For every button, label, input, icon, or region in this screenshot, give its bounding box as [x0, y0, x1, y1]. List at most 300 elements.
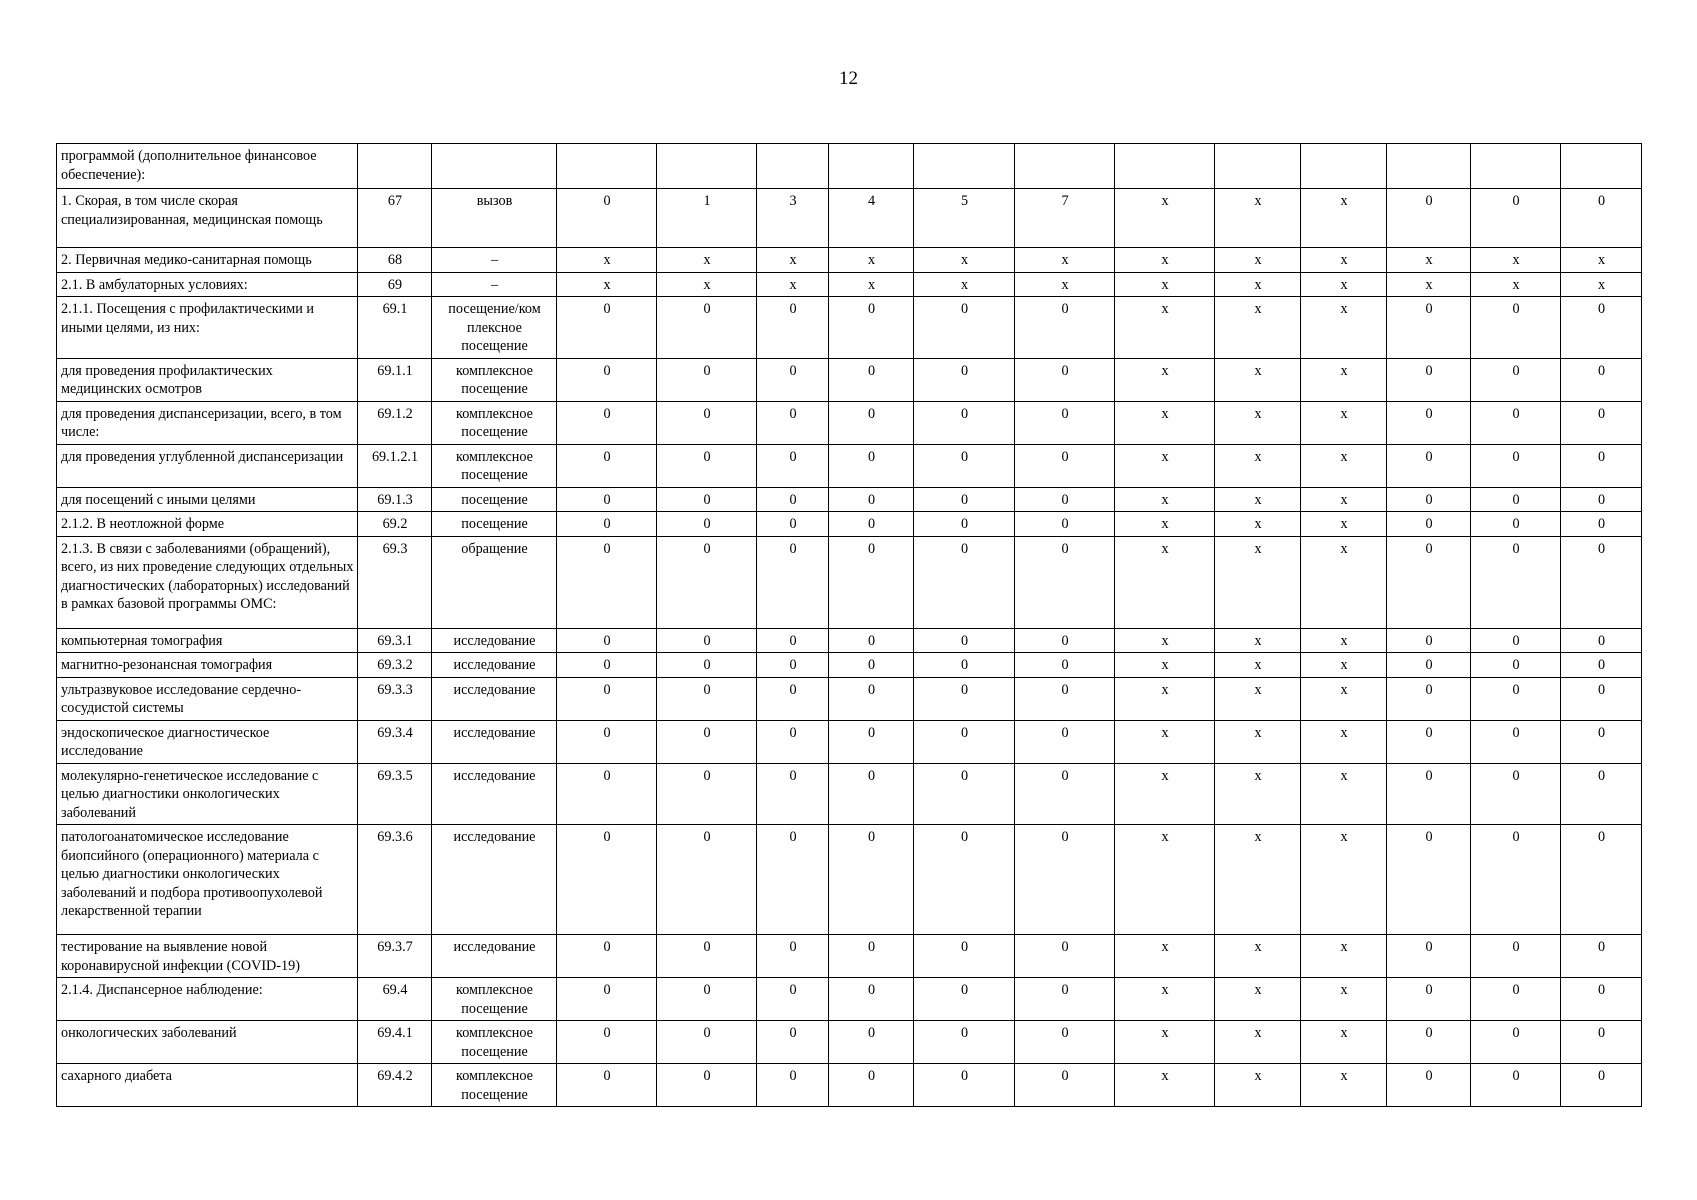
- row-value-cell: 0: [757, 401, 829, 444]
- row-value-cell: 0: [914, 653, 1015, 678]
- row-value-cell: x: [1301, 763, 1387, 825]
- row-code-cell: 69.3: [358, 536, 432, 628]
- row-value-cell: 0: [557, 628, 657, 653]
- row-value-cell: 0: [1015, 401, 1115, 444]
- row-value-cell: 0: [557, 189, 657, 248]
- row-value-cell: x: [1115, 358, 1215, 401]
- table-row: [57, 978, 1642, 1021]
- row-value-cell: x: [1301, 653, 1387, 678]
- row-value-cell: 0: [914, 358, 1015, 401]
- row-code-cell: 69.1.2.1: [358, 444, 432, 487]
- row-name-cell: для проведения профилактических медицинских осмотров: [57, 358, 358, 401]
- row-unit-cell: [432, 144, 557, 189]
- row-value-cell: 0: [1561, 189, 1642, 248]
- row-value-cell: 0: [1561, 1064, 1642, 1107]
- row-value-cell: 0: [829, 536, 914, 628]
- table-row: [57, 720, 1642, 763]
- row-value-cell: 0: [829, 487, 914, 512]
- row-value-cell: 0: [1387, 653, 1471, 678]
- row-name-cell: ультразвуковое исследование сердечно-сосудистой системы: [57, 677, 358, 720]
- row-value-cell: 0: [557, 720, 657, 763]
- row-name-cell: компьютерная томография: [57, 628, 358, 653]
- row-value-cell: 0: [1561, 1021, 1642, 1064]
- row-value-cell: 0: [657, 978, 757, 1021]
- row-value-cell: x: [1015, 248, 1115, 273]
- row-value-cell: x: [1301, 272, 1387, 297]
- row-value-cell: 0: [557, 763, 657, 825]
- row-value-cell: 0: [914, 1064, 1015, 1107]
- row-value-cell: 0: [1015, 720, 1115, 763]
- row-value-cell: x: [1115, 628, 1215, 653]
- row-unit-cell: –: [432, 272, 557, 297]
- row-value-cell: x: [1115, 189, 1215, 248]
- table-row: [57, 628, 1642, 653]
- row-value-cell: [829, 144, 914, 189]
- row-value-cell: 0: [1387, 401, 1471, 444]
- row-value-cell: 0: [914, 720, 1015, 763]
- row-value-cell: 0: [1387, 1064, 1471, 1107]
- row-value-cell: 0: [1387, 677, 1471, 720]
- row-value-cell: x: [1215, 677, 1301, 720]
- row-value-cell: 0: [1387, 1021, 1471, 1064]
- row-value-cell: x: [1115, 401, 1215, 444]
- row-value-cell: 0: [1561, 978, 1642, 1021]
- row-value-cell: 0: [1015, 358, 1115, 401]
- row-code-cell: 69.1: [358, 297, 432, 359]
- row-name-cell: 2.1.4. Диспансерное наблюдение:: [57, 978, 358, 1021]
- row-value-cell: 0: [914, 487, 1015, 512]
- row-value-cell: 0: [757, 677, 829, 720]
- row-value-cell: 0: [1471, 763, 1561, 825]
- row-value-cell: x: [657, 248, 757, 273]
- row-value-cell: 0: [557, 444, 657, 487]
- row-value-cell: [1471, 144, 1561, 189]
- row-value-cell: x: [1301, 487, 1387, 512]
- row-value-cell: 0: [829, 720, 914, 763]
- row-value-cell: 0: [914, 935, 1015, 978]
- row-value-cell: x: [1215, 720, 1301, 763]
- row-value-cell: x: [1215, 512, 1301, 537]
- row-value-cell: x: [1301, 1021, 1387, 1064]
- row-unit-cell: обращение: [432, 536, 557, 628]
- row-value-cell: 0: [557, 487, 657, 512]
- row-value-cell: 0: [1471, 628, 1561, 653]
- table-row: [57, 144, 1642, 189]
- row-value-cell: x: [1115, 978, 1215, 1021]
- row-value-cell: 0: [1015, 1064, 1115, 1107]
- row-value-cell: 0: [1015, 536, 1115, 628]
- row-value-cell: x: [1115, 487, 1215, 512]
- row-value-cell: x: [557, 248, 657, 273]
- row-value-cell: 0: [1471, 512, 1561, 537]
- row-value-cell: 0: [1387, 512, 1471, 537]
- row-value-cell: 0: [657, 1064, 757, 1107]
- row-value-cell: x: [1115, 935, 1215, 978]
- row-value-cell: x: [1215, 935, 1301, 978]
- row-value-cell: 0: [1561, 935, 1642, 978]
- row-value-cell: x: [1115, 536, 1215, 628]
- table-row: [57, 825, 1642, 935]
- row-value-cell: 0: [1561, 536, 1642, 628]
- row-value-cell: x: [1301, 248, 1387, 273]
- row-value-cell: x: [1301, 628, 1387, 653]
- row-value-cell: 0: [829, 1021, 914, 1064]
- row-value-cell: 0: [757, 487, 829, 512]
- row-value-cell: x: [1215, 1064, 1301, 1107]
- row-value-cell: [1387, 144, 1471, 189]
- row-value-cell: 5: [914, 189, 1015, 248]
- row-code-cell: 69.4: [358, 978, 432, 1021]
- row-value-cell: 0: [914, 763, 1015, 825]
- row-value-cell: x: [1301, 358, 1387, 401]
- row-value-cell: [914, 144, 1015, 189]
- table-row: [57, 536, 1642, 628]
- row-value-cell: x: [829, 272, 914, 297]
- row-value-cell: [1115, 144, 1215, 189]
- row-code-cell: 69.3.3: [358, 677, 432, 720]
- table-row: [57, 677, 1642, 720]
- row-value-cell: 0: [1471, 978, 1561, 1021]
- row-value-cell: 0: [1387, 358, 1471, 401]
- row-value-cell: 0: [914, 536, 1015, 628]
- row-value-cell: 0: [1471, 1064, 1561, 1107]
- row-value-cell: x: [1215, 487, 1301, 512]
- table-body: [57, 144, 1642, 1107]
- row-name-cell: 2.1.3. В связи с заболеваниями (обращений), всего, из них проведение следующих отдельных диагностических (лабораторных) исследований в рамках базовой программы ОМС:: [57, 536, 358, 628]
- row-value-cell: x: [1215, 189, 1301, 248]
- row-value-cell: 0: [1561, 677, 1642, 720]
- row-value-cell: 0: [829, 628, 914, 653]
- row-value-cell: x: [1215, 272, 1301, 297]
- row-code-cell: 69.4.1: [358, 1021, 432, 1064]
- row-value-cell: 0: [1471, 677, 1561, 720]
- row-value-cell: 0: [1387, 189, 1471, 248]
- row-value-cell: x: [1301, 720, 1387, 763]
- row-value-cell: x: [1301, 825, 1387, 935]
- row-value-cell: 0: [914, 401, 1015, 444]
- row-unit-cell: комплексное посещение: [432, 444, 557, 487]
- row-unit-cell: посещение/ком плексное посещение: [432, 297, 557, 359]
- row-name-cell: 2.1. В амбулаторных условиях:: [57, 272, 358, 297]
- row-value-cell: x: [1115, 297, 1215, 359]
- table-row: [57, 935, 1642, 978]
- row-value-cell: 0: [557, 825, 657, 935]
- row-unit-cell: комплексное посещение: [432, 401, 557, 444]
- row-value-cell: 1: [657, 189, 757, 248]
- row-value-cell: 0: [1387, 825, 1471, 935]
- row-value-cell: 0: [1561, 628, 1642, 653]
- row-value-cell: x: [1301, 401, 1387, 444]
- row-value-cell: [1015, 144, 1115, 189]
- row-value-cell: 0: [1015, 978, 1115, 1021]
- row-value-cell: 0: [657, 763, 757, 825]
- row-value-cell: 0: [1561, 825, 1642, 935]
- row-value-cell: x: [1301, 935, 1387, 978]
- row-value-cell: 0: [557, 536, 657, 628]
- row-value-cell: 0: [557, 358, 657, 401]
- row-name-cell: для проведения диспансеризации, всего, в том числе:: [57, 401, 358, 444]
- row-value-cell: 0: [557, 677, 657, 720]
- row-code-cell: 69.3.5: [358, 763, 432, 825]
- row-value-cell: 0: [1561, 358, 1642, 401]
- row-value-cell: 0: [1015, 512, 1115, 537]
- row-unit-cell: комплексное посещение: [432, 978, 557, 1021]
- row-value-cell: x: [829, 248, 914, 273]
- row-value-cell: 0: [757, 444, 829, 487]
- row-value-cell: 0: [914, 978, 1015, 1021]
- table-row: [57, 401, 1642, 444]
- row-name-cell: молекулярно-генетическое исследование с целью диагностики онкологических заболеваний: [57, 763, 358, 825]
- table-row: [57, 358, 1642, 401]
- row-value-cell: 0: [1387, 978, 1471, 1021]
- row-value-cell: x: [1561, 272, 1642, 297]
- row-value-cell: 0: [1015, 444, 1115, 487]
- row-value-cell: 0: [914, 512, 1015, 537]
- row-value-cell: 0: [829, 935, 914, 978]
- row-value-cell: x: [1215, 825, 1301, 935]
- row-value-cell: [657, 144, 757, 189]
- row-value-cell: 0: [1387, 536, 1471, 628]
- row-value-cell: [557, 144, 657, 189]
- row-value-cell: 0: [829, 358, 914, 401]
- row-name-cell: 2. Первичная медико-санитарная помощь: [57, 248, 358, 273]
- row-value-cell: x: [1115, 248, 1215, 273]
- row-value-cell: 0: [757, 763, 829, 825]
- row-unit-cell: комплексное посещение: [432, 1064, 557, 1107]
- row-value-cell: 0: [657, 512, 757, 537]
- row-code-cell: 69.2: [358, 512, 432, 537]
- row-value-cell: 0: [557, 512, 657, 537]
- row-value-cell: 0: [657, 358, 757, 401]
- row-unit-cell: исследование: [432, 763, 557, 825]
- row-value-cell: 0: [914, 1021, 1015, 1064]
- row-value-cell: 4: [829, 189, 914, 248]
- row-value-cell: 0: [757, 935, 829, 978]
- row-code-cell: 69.3.4: [358, 720, 432, 763]
- row-value-cell: 0: [757, 628, 829, 653]
- row-value-cell: 0: [1561, 763, 1642, 825]
- row-value-cell: x: [1301, 189, 1387, 248]
- row-unit-cell: исследование: [432, 720, 557, 763]
- row-unit-cell: исследование: [432, 677, 557, 720]
- row-value-cell: 0: [557, 401, 657, 444]
- row-name-cell: для проведения углубленной диспансеризации: [57, 444, 358, 487]
- row-value-cell: 0: [829, 444, 914, 487]
- row-value-cell: 0: [1471, 358, 1561, 401]
- row-value-cell: 0: [1387, 628, 1471, 653]
- row-code-cell: 67: [358, 189, 432, 248]
- row-name-cell: сахарного диабета: [57, 1064, 358, 1107]
- row-value-cell: 0: [1015, 653, 1115, 678]
- row-value-cell: x: [1215, 248, 1301, 273]
- row-unit-cell: –: [432, 248, 557, 273]
- row-value-cell: x: [1115, 763, 1215, 825]
- row-value-cell: 0: [1015, 825, 1115, 935]
- row-value-cell: 0: [757, 358, 829, 401]
- row-value-cell: x: [1215, 358, 1301, 401]
- row-value-cell: 0: [829, 297, 914, 359]
- row-value-cell: 0: [657, 825, 757, 935]
- row-value-cell: 0: [557, 978, 657, 1021]
- row-value-cell: 0: [1387, 444, 1471, 487]
- row-value-cell: 0: [1015, 628, 1115, 653]
- row-value-cell: 0: [1015, 677, 1115, 720]
- row-value-cell: 0: [757, 720, 829, 763]
- row-value-cell: x: [1301, 677, 1387, 720]
- row-value-cell: 0: [829, 512, 914, 537]
- row-value-cell: x: [1215, 763, 1301, 825]
- row-value-cell: 0: [757, 653, 829, 678]
- row-value-cell: x: [1115, 677, 1215, 720]
- table-row: [57, 763, 1642, 825]
- row-unit-cell: исследование: [432, 628, 557, 653]
- indicators-table: [56, 143, 1642, 1107]
- row-value-cell: 0: [1015, 1021, 1115, 1064]
- row-code-cell: 69.1.3: [358, 487, 432, 512]
- row-value-cell: 0: [657, 653, 757, 678]
- row-value-cell: x: [1215, 628, 1301, 653]
- row-value-cell: 0: [1015, 487, 1115, 512]
- row-name-cell: магнитно-резонансная томография: [57, 653, 358, 678]
- row-value-cell: 0: [657, 628, 757, 653]
- row-code-cell: 69.1.1: [358, 358, 432, 401]
- row-value-cell: 0: [1471, 720, 1561, 763]
- row-code-cell: 69.3.2: [358, 653, 432, 678]
- row-code-cell: 68: [358, 248, 432, 273]
- page-number: 12: [839, 68, 858, 89]
- row-value-cell: x: [1215, 1021, 1301, 1064]
- row-code-cell: 69.3.7: [358, 935, 432, 978]
- row-value-cell: 0: [1471, 297, 1561, 359]
- row-value-cell: x: [1471, 248, 1561, 273]
- row-value-cell: x: [1301, 512, 1387, 537]
- row-code-cell: 69.4.2: [358, 1064, 432, 1107]
- row-code-cell: 69.1.2: [358, 401, 432, 444]
- row-value-cell: 0: [1015, 763, 1115, 825]
- row-value-cell: 0: [557, 1064, 657, 1107]
- row-value-cell: x: [914, 248, 1015, 273]
- row-value-cell: 0: [757, 825, 829, 935]
- table-row: [57, 653, 1642, 678]
- row-name-cell: для посещений с иными целями: [57, 487, 358, 512]
- row-value-cell: 0: [1471, 935, 1561, 978]
- row-value-cell: x: [1115, 825, 1215, 935]
- row-value-cell: 0: [1471, 653, 1561, 678]
- row-value-cell: 0: [557, 935, 657, 978]
- table-row: [57, 189, 1642, 248]
- row-unit-cell: исследование: [432, 653, 557, 678]
- row-value-cell: 0: [557, 297, 657, 359]
- row-value-cell: 0: [757, 536, 829, 628]
- row-value-cell: 0: [657, 677, 757, 720]
- row-value-cell: 0: [1015, 297, 1115, 359]
- row-value-cell: 0: [1387, 720, 1471, 763]
- row-value-cell: 0: [829, 978, 914, 1021]
- row-value-cell: x: [1115, 444, 1215, 487]
- row-value-cell: [757, 144, 829, 189]
- row-value-cell: [1215, 144, 1301, 189]
- row-value-cell: 0: [829, 653, 914, 678]
- table-row: [57, 512, 1642, 537]
- row-value-cell: x: [1301, 536, 1387, 628]
- row-value-cell: x: [1471, 272, 1561, 297]
- row-value-cell: 0: [757, 512, 829, 537]
- row-value-cell: x: [1301, 1064, 1387, 1107]
- row-value-cell: x: [914, 272, 1015, 297]
- row-value-cell: x: [1301, 444, 1387, 487]
- row-value-cell: 3: [757, 189, 829, 248]
- row-value-cell: 0: [1561, 653, 1642, 678]
- row-unit-cell: вызов: [432, 189, 557, 248]
- row-value-cell: 0: [657, 935, 757, 978]
- row-value-cell: x: [1301, 978, 1387, 1021]
- row-value-cell: x: [757, 272, 829, 297]
- row-value-cell: 0: [1561, 444, 1642, 487]
- row-value-cell: x: [1215, 978, 1301, 1021]
- row-value-cell: 0: [657, 297, 757, 359]
- row-unit-cell: комплексное посещение: [432, 358, 557, 401]
- row-value-cell: 0: [1561, 401, 1642, 444]
- row-code-cell: 69.3.6: [358, 825, 432, 935]
- row-value-cell: 0: [1561, 512, 1642, 537]
- row-value-cell: 0: [914, 825, 1015, 935]
- table-row: [57, 272, 1642, 297]
- row-value-cell: 0: [757, 978, 829, 1021]
- row-value-cell: 0: [829, 677, 914, 720]
- row-value-cell: x: [1115, 272, 1215, 297]
- row-value-cell: 0: [914, 297, 1015, 359]
- row-name-cell: патологоанатомическое исследование биопсийного (операционного) материала с целью диагностики онкологических заболеваний и подбора противоопухолевой лекарственной терапии: [57, 825, 358, 935]
- row-value-cell: 0: [914, 677, 1015, 720]
- row-value-cell: 0: [757, 297, 829, 359]
- row-name-cell: 2.1.2. В неотложной форме: [57, 512, 358, 537]
- row-value-cell: x: [1561, 248, 1642, 273]
- row-value-cell: x: [557, 272, 657, 297]
- row-value-cell: 0: [557, 653, 657, 678]
- row-value-cell: x: [1115, 653, 1215, 678]
- row-value-cell: 0: [657, 444, 757, 487]
- row-unit-cell: исследование: [432, 825, 557, 935]
- row-value-cell: x: [1015, 272, 1115, 297]
- row-value-cell: 0: [657, 720, 757, 763]
- row-name-cell: онкологических заболеваний: [57, 1021, 358, 1064]
- row-value-cell: 0: [1387, 935, 1471, 978]
- row-code-cell: 69.3.1: [358, 628, 432, 653]
- row-value-cell: x: [1215, 297, 1301, 359]
- row-name-cell: программой (дополнительное финансовое обеспечение):: [57, 144, 358, 189]
- row-value-cell: 0: [1387, 487, 1471, 512]
- row-value-cell: 0: [1471, 487, 1561, 512]
- row-value-cell: 0: [757, 1064, 829, 1107]
- row-unit-cell: посещение: [432, 512, 557, 537]
- row-value-cell: 0: [829, 1064, 914, 1107]
- row-unit-cell: исследование: [432, 935, 557, 978]
- row-value-cell: 0: [1471, 1021, 1561, 1064]
- row-value-cell: 0: [1561, 720, 1642, 763]
- row-value-cell: 0: [829, 401, 914, 444]
- row-value-cell: x: [1387, 248, 1471, 273]
- row-value-cell: 0: [657, 536, 757, 628]
- table-row: [57, 248, 1642, 273]
- row-value-cell: x: [657, 272, 757, 297]
- row-unit-cell: комплексное посещение: [432, 1021, 557, 1064]
- row-value-cell: 0: [1387, 763, 1471, 825]
- row-name-cell: 1. Скорая, в том числе скорая специализированная, медицинская помощь: [57, 189, 358, 248]
- row-value-cell: 0: [1471, 401, 1561, 444]
- row-value-cell: 0: [914, 444, 1015, 487]
- row-value-cell: x: [1387, 272, 1471, 297]
- table-row: [57, 297, 1642, 359]
